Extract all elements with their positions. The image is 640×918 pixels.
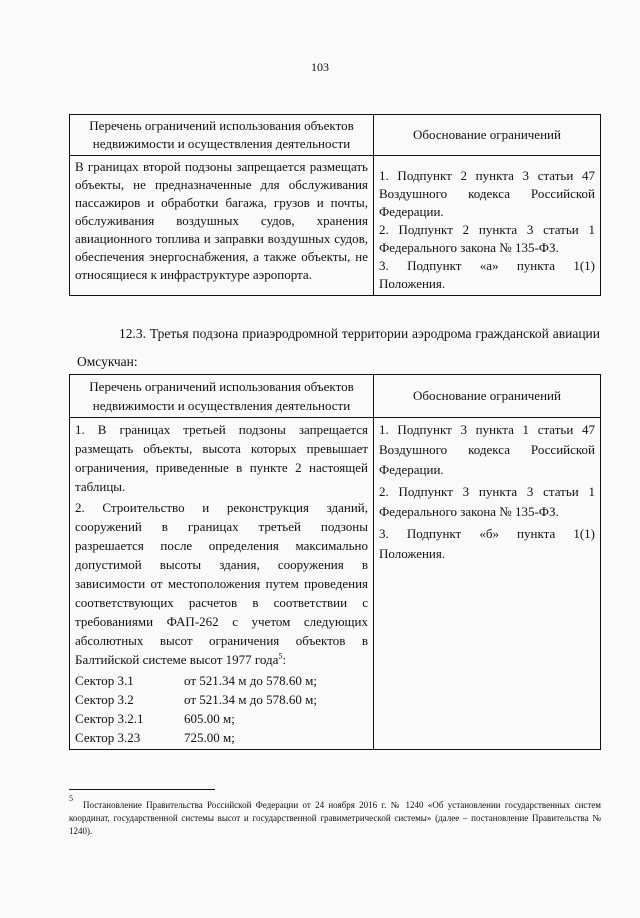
restriction-item-2-end: :	[282, 652, 287, 667]
sector-height: от 521.34 м до 578.60 м;	[184, 673, 317, 688]
table-row	[70, 418, 601, 750]
third-subzone-table	[69, 374, 601, 750]
sector-name: Сектор 3.2.1	[75, 711, 144, 726]
table-header-row	[70, 115, 601, 156]
restriction-item-2-text: 2. Строительство и реконструкция зданий, сооружений в границах третьей подзоны разрешается после определения максимально допустимой высоты здания, сооружения в зависимости от местоположения путем проведения соответствующих расчетов в соответствии с требованиями ФАП-262 с учетом следующих абсолютных высот ограничения объектов в Балтийской системе высот 1977 года	[75, 500, 368, 667]
restriction-item-1: 1. В границах третьей подзоны запрещается размещать объекты, высота которых превышает ограничения, приведенные в пункте 2 настоящей таблицы.	[75, 422, 368, 494]
justification-cell	[374, 156, 601, 296]
section-heading	[77, 320, 600, 376]
sector-name: Сектор 3.1	[75, 673, 134, 688]
restriction-text: В границах второй подзоны запрещается размещать объекты, не предназначенные для обслуживания пассажиров и обработки багажа, грузов и почты, обслуживания воздушных судов, хранения авиационного топлива и заправки воздушных судов, обеспечения энергоснабжения, а также объекты, не относящиеся к инфраструктуре аэропорта.	[70, 156, 374, 296]
list-item	[75, 671, 368, 690]
table-header-row	[70, 375, 601, 418]
footnote-text: Постановление Правительства Российской Федерации от 24 ноября 2016 г. № 1240 «Об установлении государственных систем координат, государственной системы высот и государственной гравиметрической системы» (далее – постановление Правительства № 1240).	[69, 800, 601, 836]
header-justification: Обоснование ограничений	[374, 115, 601, 156]
footnote: $^5$Постановление Правительства Российской Федерации от 24 ноября 2016 г. № 1240 «Об установлении государственных систем координат, государственной системы высот и государственной гравиметрической системы» (далее – постановление Правительства № 1240).	[69, 794, 601, 836]
justification-item: 1. Подпункт 3 пункта 1 статьи 47 Воздушного кодекса Российской Федерации.	[379, 422, 595, 477]
restrictions-cell	[70, 418, 374, 750]
sector-height: 725.00 м;	[184, 730, 235, 745]
list-item	[75, 690, 368, 709]
justification-cell	[374, 418, 601, 750]
restriction-item-2	[75, 498, 368, 669]
justification-item: 3. Подпункт «б» пункта 1(1) Положения.	[379, 526, 595, 561]
header-justification: Обоснование ограничений	[374, 375, 601, 418]
section-heading-text: 12.3. Третья подзона приаэродромной территории аэродрома гражданской авиации Омсукчан:	[77, 326, 600, 369]
list-item	[75, 728, 368, 747]
sector-height: 605.00 м;	[184, 711, 235, 726]
justification-item: 2. Подпункт 3 пункта 3 статьи 1 Федерального закона № 135-ФЗ.	[379, 484, 595, 519]
sector-name: Сектор 3.2	[75, 692, 134, 707]
list-item	[75, 709, 368, 728]
justification-item: 3. Подпункт «а» пункта 1(1) Положения.	[379, 258, 595, 291]
second-subzone-table	[69, 114, 601, 296]
footnote-divider	[69, 789, 215, 790]
footnote-reference: 5	[278, 651, 283, 661]
sector-list	[75, 671, 368, 747]
justification-item: 1. Подпункт 2 пункта 3 статьи 47 Воздушного кодекса Российской Федерации.	[379, 168, 595, 219]
sector-name: Сектор 3.23	[75, 730, 141, 745]
header-restrictions: Перечень ограничений использования объектов недвижимости и осуществления деятельности	[70, 115, 374, 156]
page-number: 103	[311, 60, 329, 74]
sector-height: от 521.34 м до 578.60 м;	[184, 692, 317, 707]
header-restrictions: Перечень ограничений использования объектов недвижимости и осуществления деятельности	[70, 375, 374, 418]
justification-item: 2. Подпункт 2 пункта 3 статьи 1 Федерального закона № 135-ФЗ.	[379, 222, 595, 255]
table-row	[70, 156, 601, 296]
